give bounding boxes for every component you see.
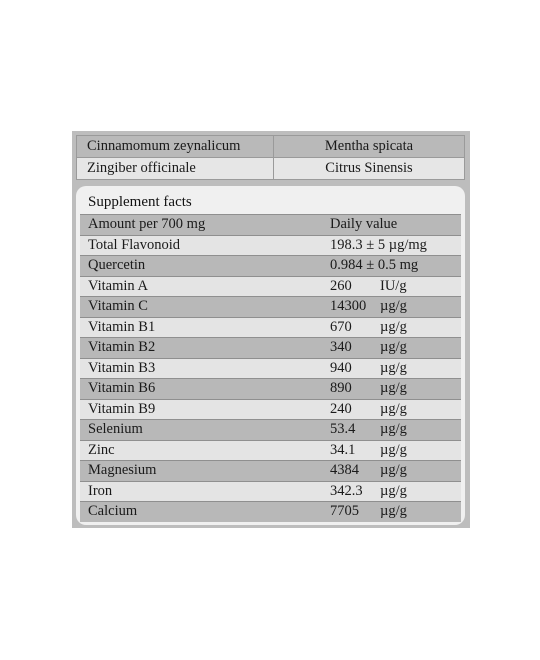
nutrient-value: 340	[330, 339, 352, 355]
nutrient-value-cell	[316, 420, 461, 441]
nutrient-name: Vitamin C	[80, 297, 316, 318]
nutrient-unit: µg/g	[380, 400, 407, 417]
table-row	[80, 379, 461, 400]
nutrient-value: 14300	[330, 298, 367, 314]
nutrient-value-cell	[316, 358, 461, 379]
nutrient-value: 198.3 ± 5 µg/mg	[330, 236, 427, 253]
nutrient-value: 940	[330, 359, 352, 376]
table-row	[80, 440, 461, 461]
nutrient-value-cell	[316, 276, 461, 297]
nutrient-value: 890	[330, 380, 352, 396]
nutrient-value-cell	[316, 297, 461, 318]
supplement-facts-box	[76, 186, 465, 525]
nutrient-unit: µg/g	[380, 380, 407, 396]
table-row	[80, 317, 461, 338]
nutrient-name: Quercetin	[80, 256, 316, 277]
table-row	[80, 420, 461, 441]
table-row	[80, 399, 461, 420]
nutrient-name: Vitamin A	[80, 276, 316, 297]
nutrient-unit: µg/g	[380, 503, 407, 519]
nutrient-value-cell	[316, 338, 461, 359]
daily-value-header: Daily value	[316, 215, 461, 236]
supplement-label-panel	[72, 131, 470, 528]
nutrient-unit: µg/g	[380, 482, 407, 499]
nutrient-value: 240	[330, 400, 352, 417]
nutrient-name: Magnesium	[80, 461, 316, 482]
nutrient-name: Zinc	[80, 440, 316, 461]
table-row	[80, 338, 461, 359]
nutrient-value-cell	[316, 317, 461, 338]
herb-name: Citrus Sinensis	[274, 158, 465, 180]
nutrient-value: 260	[330, 277, 352, 294]
nutrient-name: Vitamin B9	[80, 399, 316, 420]
supplement-facts-title: Supplement facts	[88, 194, 192, 210]
table-row	[80, 297, 461, 318]
herb-name: Cinnamomum zeynalicum	[77, 136, 274, 158]
nutrient-unit: µg/g	[380, 359, 407, 376]
nutrient-name: Vitamin B1	[80, 317, 316, 338]
nutrient-value: 7705	[330, 503, 359, 519]
nutrient-value-cell	[316, 440, 461, 461]
nutrient-name: Vitamin B2	[80, 338, 316, 359]
table-row	[80, 276, 461, 297]
herb-row	[77, 158, 465, 180]
nutrient-unit: µg/g	[380, 421, 407, 437]
herb-row	[77, 136, 465, 158]
nutrient-value-cell	[316, 256, 461, 277]
table-row	[80, 358, 461, 379]
nutrient-name: Iron	[80, 481, 316, 502]
nutrient-value: 4384	[330, 462, 359, 478]
table-row	[80, 502, 461, 522]
nutrient-value: 342.3	[330, 482, 363, 499]
table-row	[80, 481, 461, 502]
table-row	[80, 256, 461, 277]
nutrient-name: Vitamin B3	[80, 358, 316, 379]
nutrient-value-cell	[316, 502, 461, 522]
nutrient-name: Selenium	[80, 420, 316, 441]
nutrient-value-cell	[316, 379, 461, 400]
supplement-facts-table	[80, 214, 461, 522]
nutrient-unit: µg/g	[380, 339, 407, 355]
herb-name: Mentha spicata	[274, 136, 465, 158]
nutrient-value-cell	[316, 399, 461, 420]
facts-header-row	[80, 215, 461, 236]
nutrient-value: 53.4	[330, 421, 356, 437]
nutrient-name: Vitamin B6	[80, 379, 316, 400]
nutrient-value-cell	[316, 481, 461, 502]
nutrient-name: Total Flavonoid	[80, 235, 316, 256]
nutrient-value: 34.1	[330, 441, 356, 458]
table-row	[80, 235, 461, 256]
herb-name: Zingiber officinale	[77, 158, 274, 180]
nutrient-value-cell	[316, 461, 461, 482]
nutrient-value: 670	[330, 318, 352, 335]
amount-header: Amount per 700 mg	[80, 215, 316, 236]
nutrient-unit: IU/g	[380, 277, 407, 294]
nutrient-unit: µg/g	[380, 462, 407, 478]
nutrient-unit: µg/g	[380, 298, 407, 314]
herb-ingredients-table	[76, 135, 465, 180]
nutrient-name: Calcium	[80, 502, 316, 522]
table-row	[80, 461, 461, 482]
nutrient-value-cell	[316, 235, 461, 256]
nutrient-unit: µg/g	[380, 318, 407, 335]
nutrient-unit: µg/g	[380, 441, 407, 458]
nutrient-value: 0.984 ± 0.5 mg	[330, 257, 419, 273]
